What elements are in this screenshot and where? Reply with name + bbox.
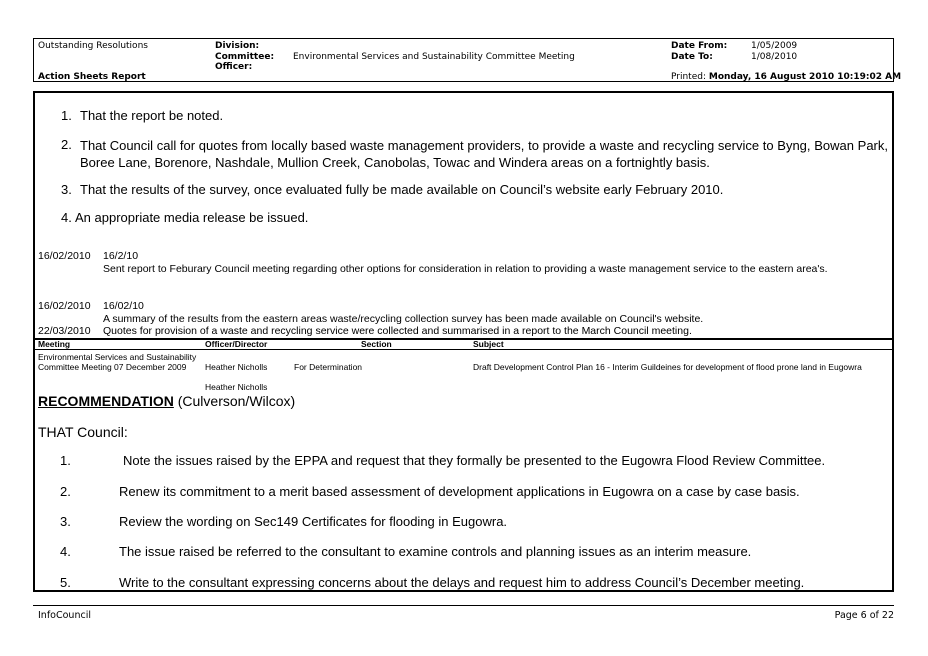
report-type: Action Sheets Report (38, 72, 146, 82)
resolution-item-num: 4. (61, 210, 72, 225)
recommendation-item-num: 1. (60, 453, 71, 468)
resolution-item-num: 1. (61, 108, 72, 123)
action-date: 16/02/2010 (38, 250, 91, 262)
recommendation-item-text: Review the wording on Sec149 Certificates for flooding in Eugowra. (119, 514, 508, 529)
report-name: Outstanding Resolutions (38, 41, 148, 51)
resolution-item-num: 2. (61, 137, 72, 152)
division-label: Division: (215, 41, 260, 51)
recommendation-item-text: Note the issues raised by the EPPA and request that they formally be presented to the Eugowra Flood Review Committee. (123, 453, 826, 468)
action-date: 22/03/2010 (38, 325, 91, 337)
table-cell-officer: Heather Nicholls (205, 362, 268, 372)
col-header-section: Section (361, 339, 392, 349)
committee-value: Environmental Services and Sustainability Committee Meeting (293, 52, 575, 62)
resolution-item-num: 3. (61, 182, 72, 197)
col-header-subject: Subject (473, 339, 504, 349)
recommendation-heading: RECOMMENDATION (38, 393, 174, 409)
recommendation-item-text: The issue raised be referred to the consultant to examine controls and planning issues as an interim measure. (119, 544, 752, 559)
col-header-meeting: Meeting (38, 339, 71, 349)
footer-page-number: Page 6 of 22 (834, 610, 894, 621)
committee-label: Committee: (215, 52, 275, 62)
printed-line (671, 72, 901, 83)
action-note: Quotes for provision of a waste and recycling service were collected and summarised in a report to the March Council meeting. (103, 325, 692, 337)
table-cell-meeting: Environmental Services and Sustainability Committee Meeting 07 December 2009 (38, 352, 197, 372)
action-date: 16/02/2010 (38, 300, 91, 312)
resolution-item-text: An appropriate media release be issued. (75, 210, 309, 225)
col-header-officer: Officer/Director (205, 339, 268, 349)
table-header-rule (33, 349, 894, 350)
recommendation-item-num: 5. (60, 575, 71, 590)
officer-label: Officer: (215, 62, 253, 72)
table-top-rule (33, 338, 894, 340)
action-ref: 16/02/10 (103, 300, 144, 312)
action-ref: 16/2/10 (103, 250, 139, 262)
date-from-label: Date From: (671, 41, 728, 51)
resolution-item-text: That the results of the survey, once evaluated fully be made available on Council’s website early February 2010. (80, 182, 724, 197)
printed-label: Printed: (671, 72, 706, 82)
footer-app-name: InfoCouncil (38, 610, 91, 621)
date-from-value: 1/05/2009 (751, 41, 798, 51)
recommendation-item-text: Renew its commitment to a merit based assessment of development applications in Eugowra on a case by case basis. (119, 484, 800, 499)
recommendation-item-text: Write to the consultant expressing concerns about the delays and request him to address Council’s December meeting. (119, 575, 805, 590)
resolution-item-text: That Council call for quotes from locally based waste management providers, to provide a waste and recycling service to Byng, Bowan Park, Boree Lane, Borenore, Nashdale, Mullion Creek, Canobolas, Towac and Windera areas on a fortnightly basis. (80, 138, 888, 170)
table-cell-section: For Determination (294, 362, 363, 372)
resolution-item-text: That the report be noted. (80, 108, 224, 123)
recommendation-movers: (Culverson/Wilcox) (177, 393, 296, 409)
date-to-label: Date To: (671, 52, 713, 62)
footer-rule (33, 605, 894, 606)
action-note: Sent report to Feburary Council meeting regarding other options for consideration in relation to providing a waste management service to the eastern area's. (103, 263, 828, 275)
table-cell-director: Heather Nicholls (205, 382, 268, 392)
printed-value: Monday, 16 August 2010 10:19:02 AM (708, 72, 902, 82)
recommendation-intro: THAT Council: (38, 424, 128, 440)
recommendation-item-num: 2. (60, 484, 71, 499)
date-to-value: 1/08/2010 (751, 52, 798, 62)
action-note: A summary of the results from the eastern areas waste/recycling collection survey has been made available on Council's website. (103, 313, 704, 325)
recommendation-item-num: 4. (60, 544, 71, 559)
recommendation-heading-line (38, 393, 295, 409)
recommendation-item-num: 3. (60, 514, 71, 529)
table-cell-subject: Draft Development Control Plan 16 - Interim Guildeines for development of flood prone land in Eugowra (473, 362, 862, 372)
